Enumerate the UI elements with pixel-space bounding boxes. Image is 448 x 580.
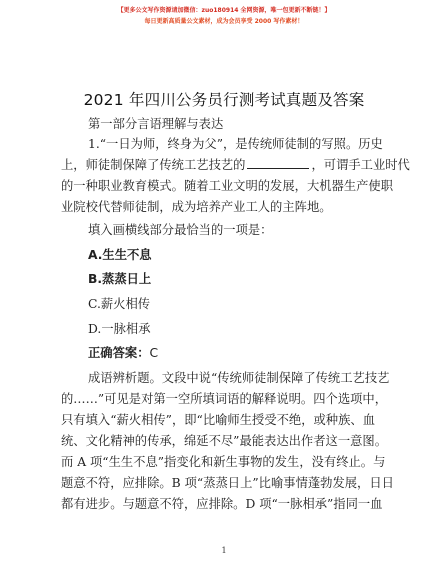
question-1-line-4: 业院校代替师徒制，成为培养产业工人的主阵地。 — [61, 200, 332, 214]
explanation-line-3: 只有填入“薪火相传”，即“比喻师生授受不绝，或种族、血 — [61, 413, 375, 427]
question-1-line-2-start: 上，师徒制保障了传统工艺技艺的 — [61, 158, 246, 172]
answer-line — [88, 345, 158, 361]
question-1-line-1: 1.“一日为师，终身为父”，是传统师徒制的写照。历史 — [88, 137, 383, 151]
question-1-line-2-end: ，可谓手工业时代 — [311, 158, 410, 172]
option-c: C.薪火相传 — [88, 297, 151, 311]
explanation-line-1: 成语辨析题。文段中说“传统师徒制保障了传统工艺技艺 — [88, 371, 390, 385]
explanation-line-6: 题意不符，应排除。B 项“蒸蒸日上”比喻事情蓬勃发展，日日 — [61, 476, 394, 490]
promo-banner-line-1: 【更多公文写作资源请加微信：zuo180914 全网资源，唯一包更新不断链！】 — [117, 7, 331, 14]
option-a: A.生生不息 — [88, 248, 152, 262]
explanation-line-7: 都有进步。与题意不符，应排除。D 项“一脉相承”指同一血 — [61, 497, 383, 511]
question-1-line-2 — [61, 157, 410, 173]
section-heading: 第一部分言语理解与表达 — [88, 117, 224, 131]
promo-banner-line-2: 每日更新高质量公文素材，成为会员享受 2000 写作素材！ — [144, 18, 304, 25]
explanation-line-5: 而 A 项“生生不息”指变化和新生事物的发生，没有终止。与 — [61, 455, 386, 469]
document-title: 2021 年四川公务员行测考试真题及答案 — [83, 91, 365, 109]
answer-value: C — [149, 346, 159, 360]
option-b: B.蒸蒸日上 — [88, 272, 152, 286]
page-number: 1 — [221, 546, 227, 555]
question-1-line-3: 的一种职业教育模式。随着工业文明的发展，大机器生产使职 — [61, 179, 394, 193]
answer-blank — [247, 157, 309, 169]
question-prompt: 填入画横线部分最恰当的一项是： — [88, 223, 273, 237]
answer-label: 正确答案： — [88, 346, 150, 360]
explanation-line-4: 统、文化精神的传承，绵延不尽”最能表达出作者这一意图。 — [61, 434, 388, 448]
option-d: D.一脉相承 — [88, 322, 151, 336]
explanation-line-2: 的……”可见是对第一空所填词语的解释说明。四个选项中， — [61, 392, 388, 406]
